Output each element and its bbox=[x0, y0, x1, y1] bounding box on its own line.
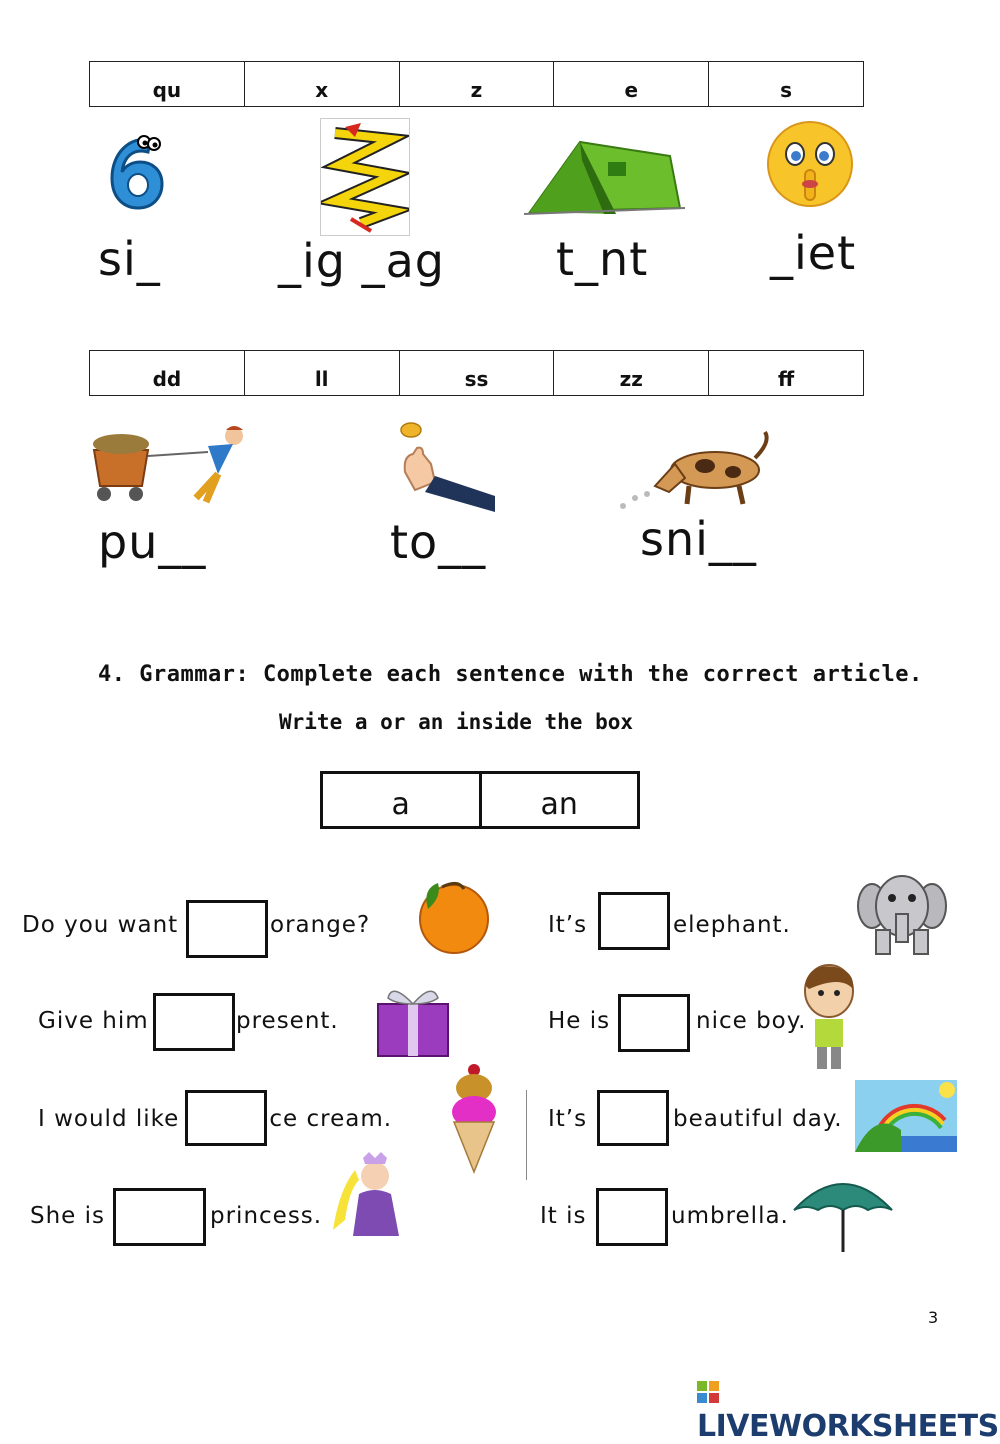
choice-an: an bbox=[540, 786, 578, 822]
answer-box-7[interactable] bbox=[597, 1090, 669, 1146]
umbrella-icon bbox=[790, 1170, 896, 1256]
orange-icon bbox=[408, 875, 493, 957]
ice-cream-icon bbox=[448, 1058, 500, 1176]
letter-cell: ss bbox=[400, 351, 555, 395]
letter-cell: dd bbox=[90, 351, 245, 395]
letter-cell: ll bbox=[245, 351, 400, 395]
choice-a: a bbox=[323, 774, 482, 826]
boy-icon bbox=[795, 963, 860, 1075]
answer-box-8[interactable] bbox=[596, 1188, 668, 1246]
word-sniff: sni__ bbox=[640, 512, 757, 566]
elephant-icon bbox=[856, 870, 948, 958]
column-divider bbox=[526, 1090, 527, 1180]
answer-box-6[interactable] bbox=[618, 994, 690, 1052]
letter-cell: z bbox=[400, 62, 555, 106]
tent-icon bbox=[520, 130, 685, 220]
page-number: 3 bbox=[928, 1308, 939, 1327]
answer-box-1[interactable] bbox=[186, 900, 268, 958]
sentence-4-start: She is bbox=[30, 1203, 106, 1229]
word-pull: pu__ bbox=[98, 515, 207, 569]
beautiful-day-icon bbox=[855, 1080, 957, 1152]
six-icon bbox=[100, 128, 170, 213]
sentence-5-end: elephant. bbox=[673, 912, 791, 938]
answer-box-5[interactable] bbox=[598, 892, 670, 950]
letter-cell: ff bbox=[777, 367, 795, 391]
sentence-6-end: nice boy. bbox=[696, 1008, 807, 1034]
sentence-2-end: present. bbox=[236, 1008, 339, 1034]
article-choice-table bbox=[320, 771, 640, 829]
sentence-7-end: beautiful day. bbox=[673, 1106, 843, 1132]
sentence-8-start: It is bbox=[540, 1203, 587, 1229]
letter-table-1 bbox=[89, 61, 864, 107]
letter-cell: qu bbox=[90, 62, 245, 106]
sentence-2-start: Give him bbox=[38, 1008, 149, 1034]
word-toss: to__ bbox=[390, 515, 487, 569]
princess-icon bbox=[325, 1150, 405, 1240]
answer-box-2[interactable] bbox=[153, 993, 235, 1051]
word-quiet: _iet bbox=[770, 226, 857, 280]
sniff-dog-icon bbox=[615, 428, 775, 518]
sentence-1-end: orange? bbox=[270, 912, 371, 938]
liveworksheets-logo[interactable] bbox=[697, 1374, 1000, 1444]
answer-box-3[interactable] bbox=[185, 1090, 267, 1146]
logo-badge-icon bbox=[697, 1376, 719, 1398]
sentence-3-start: I would like bbox=[38, 1106, 180, 1132]
zigzag-icon bbox=[320, 118, 410, 236]
letter-cell: s bbox=[780, 78, 793, 102]
letter-cell: e bbox=[554, 62, 709, 106]
pull-cart-icon bbox=[88, 422, 253, 507]
sentence-4-end: princess. bbox=[210, 1203, 323, 1229]
gift-icon bbox=[372, 980, 454, 1060]
sentence-7-start: It’s bbox=[548, 1106, 588, 1132]
sentence-1-start: Do you want bbox=[22, 912, 179, 938]
sentence-6-start: He is bbox=[548, 1008, 611, 1034]
sentence-8-end: umbrella. bbox=[671, 1203, 789, 1229]
grammar-heading: 4. Grammar: Complete each sentence with the correct article. bbox=[98, 662, 923, 687]
sentence-3-end: ice cream. bbox=[262, 1106, 393, 1132]
word-six: si_ bbox=[98, 232, 161, 286]
word-tent: t_nt bbox=[556, 232, 649, 286]
answer-box-4[interactable] bbox=[113, 1188, 206, 1246]
letter-cell: x bbox=[245, 62, 400, 106]
quiet-face-icon bbox=[765, 118, 855, 213]
sentence-5-start: It’s bbox=[548, 912, 588, 938]
word-zigzag: _ig _ag bbox=[278, 234, 445, 288]
logo-text: LIVEWORKSHEETS bbox=[697, 1409, 999, 1444]
grammar-instruction: Write a or an inside the box bbox=[279, 710, 634, 734]
letter-cell: zz bbox=[554, 351, 709, 395]
letter-table-2 bbox=[89, 350, 864, 396]
toss-coin-icon bbox=[395, 420, 500, 515]
